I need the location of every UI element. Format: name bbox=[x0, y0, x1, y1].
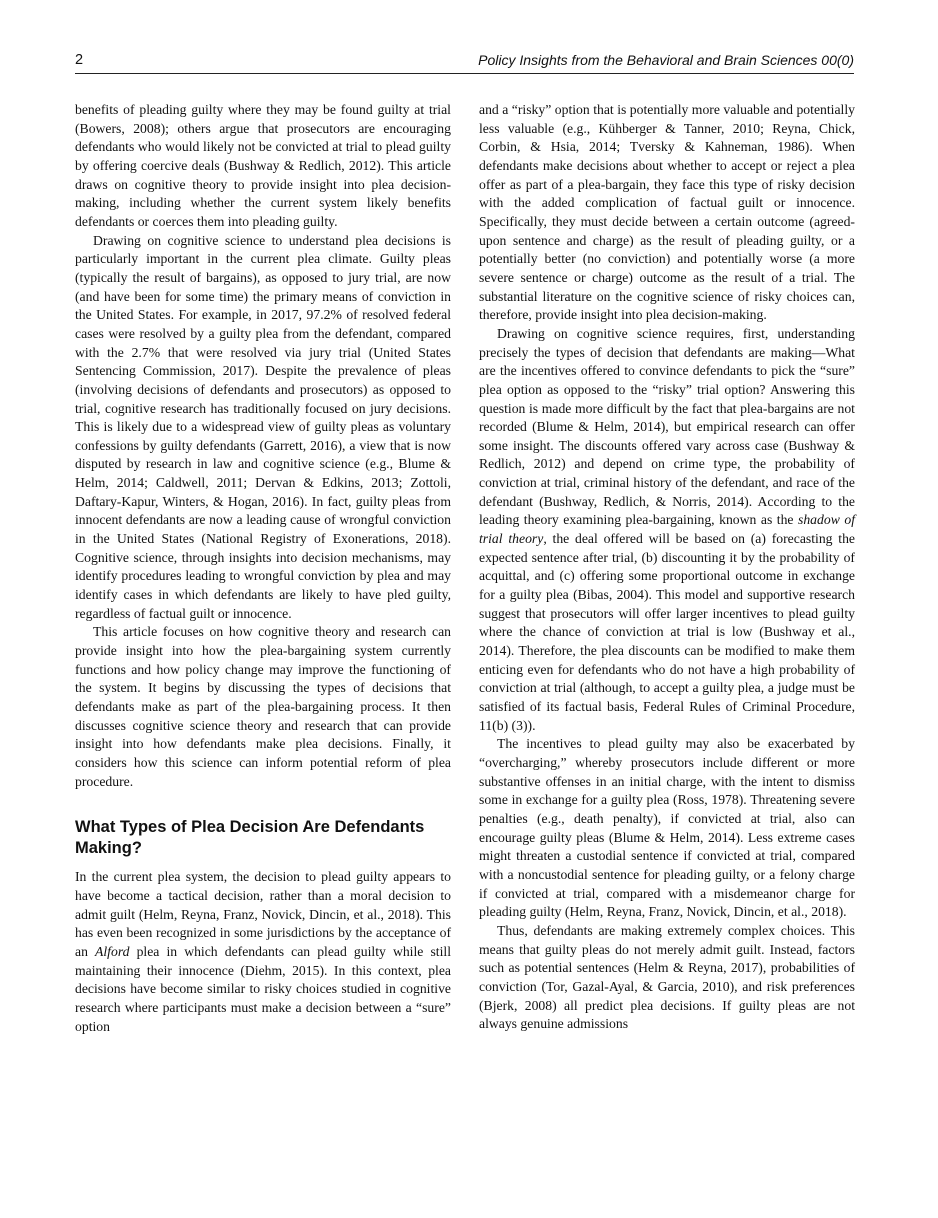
italic-term: shadow of trial theory bbox=[479, 512, 855, 547]
paragraph: The incentives to plead guilty may also be exacerbated by “overcharging,” whereby prosecutors include different or more substantive offenses in an initial charge, with the intent to dismiss some in exchange for a guilty plea (Ross, 1978). Threatening severe penalties (e.g., death penalty), if convicted at trial, also can encourage guilty pleas (Blume & Helm, 2014). Less extreme cases might threaten a custodial sentence if convicted at trial, compared with a noncustodial sentence for pleading guilty, or a felony charge if convicted at trial, compared with a misdemeanor charge for pleading guilty (Helm, Reyna, Franz, Novick, Dincin, et al., 2018). bbox=[479, 736, 855, 920]
page-number: 2 bbox=[75, 52, 84, 68]
paragraph bbox=[75, 868, 451, 1036]
italic-term: Alford bbox=[95, 943, 130, 959]
text-run: , the deal offered will be based on (a) forecasting the expected sentence after trial, (b) discounting it by the probability of acquittal, and (c) offering some proportional outcome in exchange for a guilty plea (Bibas, 2004). This model and supportive research suggest that prosecutors will offer larger incentives to plead guilty where the chance of conviction at trial is low (Bushway et al., 2014). Therefore, the plea discounts can be modified to make them enticing even for defendants who do not have a high probability of conviction at trial (although, to accept a guilty plea, a judge must be satisfied of its factual basis, Federal Rules of Criminal Procedure, 11(b) (3)). bbox=[479, 531, 855, 733]
journal-running-title: Policy Insights from the Behavioral and Brain Sciences 00(0) bbox=[478, 52, 854, 68]
text-run: plea in which defendants can plead guilty while still maintaining their innocence (Diehm, 2015). In this context, plea decisions have become similar to risky choices studied in cognitive research where participants must make a decision between a “sure” option bbox=[75, 943, 451, 1034]
left-column bbox=[75, 101, 451, 1036]
page-header bbox=[75, 52, 854, 74]
text-run: Drawing on cognitive science requires, first, understanding precisely the types of decision that defendants are making—What are the incentives offered to convince defendants to pick the “sure” plea option as opposed to the “risky” trial option? Answering this question is made more difficult by the fact that plea-bargains are not recorded (Blume & Helm, 2014), but empirical research can offer some insight. The discounts offered vary across case (Bushway & Redlich, 2012) and depend on crime type, the probability of conviction at trial, criminal history of the defendant, and race of the defendant (Bushway, Redlich, & Norris, 2014). According to the leading theory examining plea-bargaining, known as the bbox=[479, 325, 855, 528]
paragraph: Drawing on cognitive science to understand plea decisions is particularly important in the current plea climate. Guilty pleas (typically the result of bargains), as opposed to jury trial, are now (and have been for some time) the primary means of conviction in the United States. For example, in 2017, 97.2% of resolved federal cases were resolved by a guilty plea from the defendant, compared with the 2.7% that were resolved via jury trial (United States Sentencing Commission, 2017). Despite the prevalence of pleas (involving decisions of defendants and prosecutors) as opposed to trial, cognitive research has traditionally focused on jury decisions. This is likely due to a widespread view of guilty pleas as voluntary confessions by guilty defendants (Garrett, 2016), a view that is now disputed by research in law and cognitive science (e.g., Blume & Helm, 2014; Caldwell, 2011; Dervan & Edkins, 2013; Zottoli, Daftary-Kapur, Winters, & Hogan, 2016). In fact, guilty pleas from innocent defendants are now a leading cause of wrongful conviction in the United States (National Registry of Exonerations, 2018). Cognitive science, through insights into decision mechanisms, may identify procedures leading to wrongful conviction by plea and may identify cases in which defendants are likely to have pled guilty, regardless of factual guilt or innocence. bbox=[75, 232, 451, 621]
section-heading: What Types of Plea Decision Are Defendants Making? bbox=[75, 818, 425, 858]
paragraph: Thus, defendants are making extremely complex choices. This means that guilty pleas do not merely admit guilt. Instead, factors such as potential sentences (Helm & Reyna, 2017), probabilities of conviction (Tor, Gazal-Ayal, & Garcia, 2010), and risk preferences (Bjerk, 2008) all predict plea decisions. If guilty pleas are not always genuine admissions bbox=[479, 922, 855, 1032]
paragraph bbox=[479, 325, 855, 735]
paragraph: benefits of pleading guilty where they may be found guilty at trial (Bowers, 2008); others argue that prosecutors are encouraging defendants who would likely not be convicted at trial to plead guilty by offering coercive deals (Bushway & Redlich, 2012). This article draws on cognitive theory to provide insight into plea decision-making, including whether the current system likely benefits defendants or coerces them into pleading guilty. bbox=[75, 102, 451, 229]
paragraph: and a “risky” option that is potentially more valuable and potentially less valuable (e.g., Kühberger & Tanner, 2010; Reyna, Chick, Corbin, & Hsia, 2014; Tversky & Kahneman, 1986). When defendants make decisions about whether to accept or reject a plea offer as part of a plea-bargain, they face this type of risky decision with the added complication of factual guilt or innocence. Specifically, they must decide between a certain outcome (agreed-upon sentence and charge) as the result of pleading guilty, or a potentially better (no conviction) and potentially worse (a more severe sentence or charge) outcome as the result of a trial. The substantial literature on the cognitive science of risky choices can, therefore, provide insight into plea decision-making. bbox=[479, 102, 855, 323]
paragraph: This article focuses on how cognitive theory and research can provide insight into how the plea-bargaining system currently functions and how policy change may improve the functioning of the system. It begins by discussing the types of decisions that defendants make as part of the plea-bargaining process. It then discusses cognitive science theory and research that can provide insight into how defendants make plea decisions. Finally, it considers how this science can inform potential reform of plea procedure. bbox=[75, 624, 451, 789]
text-run: In the current plea system, the decision to plead guilty appears to have become a tactical decision, rather than a moral decision to admit guilt (Helm, Reyna, Franz, Novick, Dincin, et al., 2018). This has even been recognized in some jurisdictions by the acceptance of an bbox=[75, 869, 451, 959]
right-column bbox=[479, 101, 855, 1034]
header-rule bbox=[75, 73, 854, 74]
